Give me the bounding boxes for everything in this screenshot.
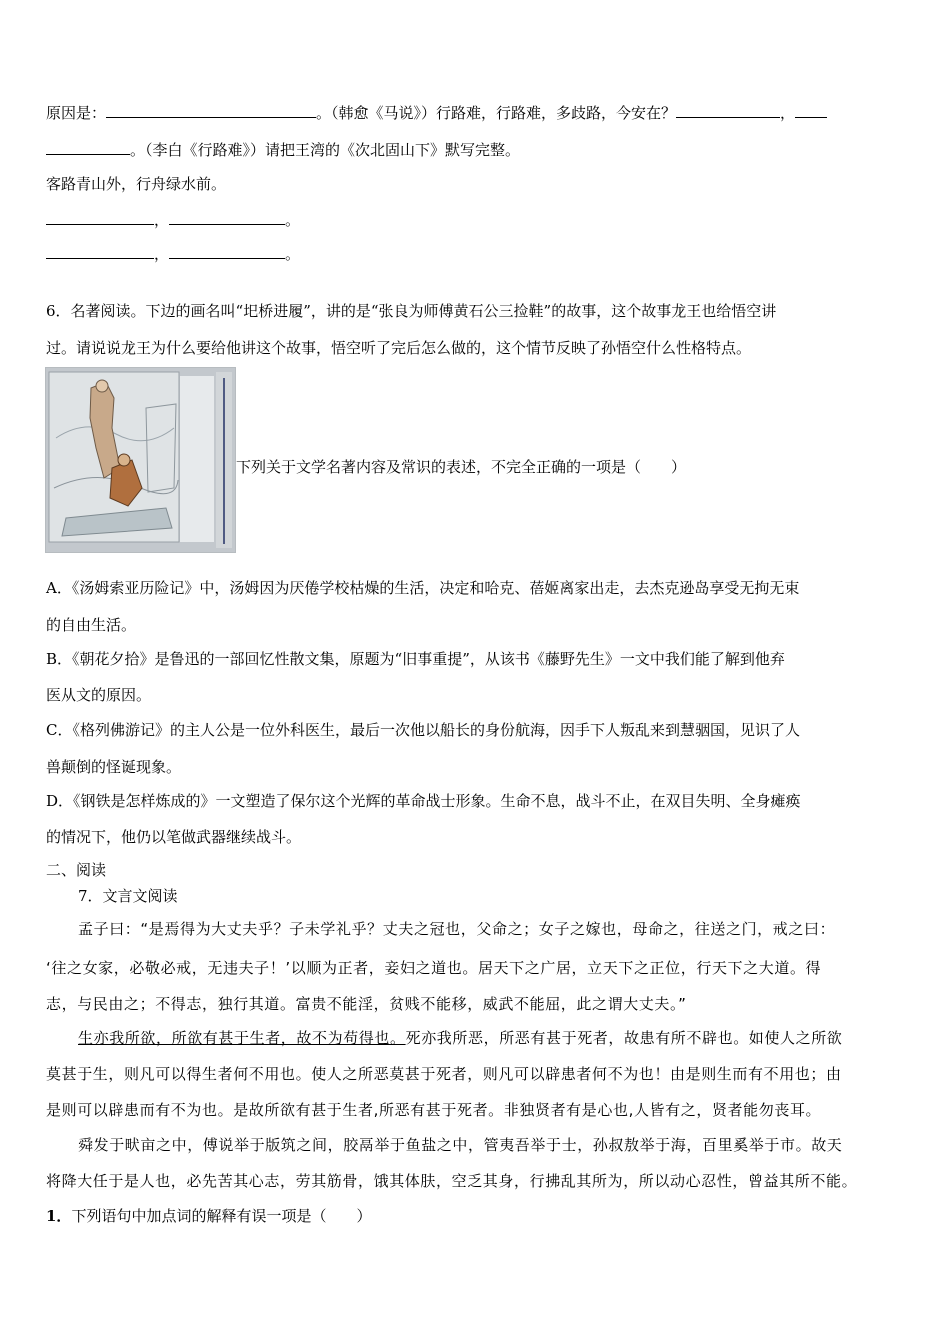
- question-text: 下列语句中加点词的解释有误一项是（ ）: [71, 1207, 372, 1225]
- underlined-sentence: 生亦我所欲，所欲有甚于生者，故不为苟得也。: [78, 1029, 406, 1047]
- answer-blank[interactable]: [46, 243, 154, 259]
- passage-3-line-2: 将降大任于是人也，必先苦其心志，劳其筋骨，饿其体肤，空乏其身，行拂乱其所为，所以动心忍性，曾益其所不能。: [46, 1172, 858, 1190]
- answer-blank[interactable]: [676, 102, 780, 118]
- text: 。（李白《行路难》）请把王湾的《次北固山下》默写完整。: [130, 141, 521, 159]
- passage-1-line-1: 孟子曰：“是焉得为大丈夫乎？子未学礼乎？丈夫之冠也，父命之；女子之嫁也，母命之，往送之门，戒之曰：: [78, 920, 836, 938]
- illustration-image: [45, 367, 236, 553]
- text: 死亦我所恶，所恶有甚于死者，故患有所不辟也。如使人之所欲: [405, 1029, 843, 1047]
- option-a-line-2: 的自由生活。: [46, 616, 137, 634]
- text: ，: [154, 245, 170, 263]
- painting-illustration: [46, 368, 235, 552]
- text: 。（韩愈《马说》）行路难，行路难，多歧路，今安在？: [316, 104, 677, 122]
- sub-question-1: [46, 1206, 910, 1226]
- option-a-line-1: A．《汤姆索亚历险记》中，汤姆因为厌倦学校枯燥的生活，决定和哈克、蓓姬离家出走，去杰克逊岛享受无拘无束: [46, 579, 800, 597]
- line-1: [46, 102, 910, 123]
- answer-blank[interactable]: [46, 209, 154, 225]
- question-6-line-1: 6．名著阅读。下边的画名叫“圯桥进履”，讲的是“张良为师傅黄石公三捡鞋”的故事，这个故事龙王也给悟空讲: [46, 302, 777, 320]
- poem-blank-line-2: [46, 243, 910, 264]
- passage-1-line-2: ‘往之女家，必敬必戒，无违夫子！’以顺为正者，妾妇之道也。居天下之广居，立天下之正位，行天下之大道。得: [46, 959, 822, 977]
- answer-blank[interactable]: [795, 102, 827, 118]
- answer-blank[interactable]: [106, 102, 316, 118]
- passage-2-line-3: 是则可以辟患而有不为也。是故所欲有甚于生者,所恶有甚于死者。非独贤者有是心也,人皆有之，贤者能勿丧耳。: [46, 1101, 822, 1119]
- answer-blank[interactable]: [46, 139, 130, 155]
- option-d-line-1: D．《钢铁是怎样炼成的》一文塑造了保尔这个光辉的革命战士形象。生命不息，战斗不止，在双目失明、全身瘫痪: [46, 792, 801, 810]
- line-3: 客路青山外，行舟绿水前。: [46, 175, 227, 193]
- answer-blank[interactable]: [169, 209, 285, 225]
- passage-3-line-1: 舜发于畎亩之中，傅说举于版筑之间，胶鬲举于鱼盐之中，管夷吾举于士，孙叔敖举于海，百里奚举于市。故天: [78, 1136, 843, 1154]
- passage-2-line-1: [78, 1028, 910, 1048]
- passage-2-line-2: 莫甚于生，则凡可以得生者何不用也。使人之所恶莫甚于死者，则凡可以辟患者何不为也！由是则生而有不用也；由: [46, 1065, 842, 1083]
- text: 。: [285, 245, 301, 263]
- option-c-line-2: 兽颠倒的怪诞现象。: [46, 758, 182, 776]
- line-2: [46, 139, 910, 160]
- option-c-line-1: C．《格列佛游记》的主人公是一位外科医生，最后一次他以船长的身份航海，因手下人叛乱来到慧骃国，见识了人: [46, 721, 800, 739]
- question-7-heading: 7．文言文阅读: [78, 887, 178, 905]
- option-b-line-2: 医从文的原因。: [46, 686, 152, 704]
- option-d-line-2: 的情况下，他仍以笔做武器继续战斗。: [46, 828, 302, 846]
- question-6-line-2: 过。请说说龙王为什么要给他讲这个故事，悟空听了完后怎么做的，这个情节反映了孙悟空什么性格特点。: [46, 339, 752, 357]
- poem-blank-line-1: [46, 209, 910, 230]
- text: 。: [285, 211, 301, 229]
- question-number: 1．: [46, 1207, 72, 1225]
- answer-blank[interactable]: [169, 243, 285, 259]
- option-b-line-1: B．《朝花夕拾》是鲁迅的一部回忆性散文集，原题为“旧事重提”，从该书《藤野先生》一文中我们能了解到他弃: [46, 650, 785, 668]
- text: 原因是：: [46, 104, 107, 122]
- text: ，: [780, 104, 796, 122]
- passage-1-line-3: 志，与民由之；不得志，独行其道。富贵不能淫，贫贱不能移，威武不能屈，此之谓大丈夫。”: [46, 995, 687, 1013]
- section-heading: 二、阅读: [46, 861, 107, 879]
- question-text: 下列关于文学名著内容及常识的表述，不完全正确的一项是（ ）: [236, 458, 687, 476]
- text: ，: [154, 211, 170, 229]
